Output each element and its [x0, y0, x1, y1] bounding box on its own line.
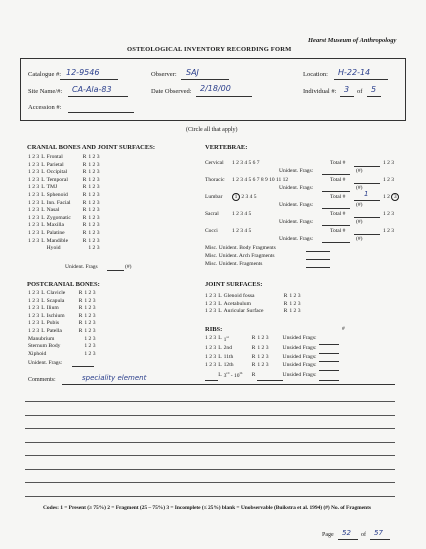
cranial-table: [28, 154, 102, 253]
rib-left-score[interactable]: 1 2 3: [205, 353, 217, 360]
postcranial-bone-name: Ilium: [46, 305, 59, 312]
rib-side-right[interactable]: R: [251, 371, 256, 378]
comment-line[interactable]: [25, 442, 395, 443]
rib-side-right[interactable]: R: [251, 344, 256, 351]
cranial-side-right[interactable]: R: [82, 161, 87, 168]
cranial-left-score[interactable]: 1 2 3: [28, 222, 40, 229]
sacral-score[interactable]: 1 2 3: [383, 211, 394, 217]
postcranial-row: [28, 328, 98, 336]
individual-value[interactable]: 3: [344, 85, 350, 94]
rib-row: [205, 344, 339, 353]
cranial-left-score[interactable]: 1 2 3: [28, 161, 40, 168]
misc-body-label: Misc. Unident. Body Fragments: [205, 245, 276, 251]
rib-side-left[interactable]: L: [218, 371, 222, 378]
observer-label: Observer:: [151, 71, 177, 78]
rib-name: [224, 353, 252, 362]
date-line: [196, 96, 252, 97]
thoracic-label: Thoracic: [205, 177, 225, 183]
cranial-row: [28, 169, 102, 177]
postcranial-right-score[interactable]: 1 2 3: [84, 297, 96, 304]
rib-unsided-line[interactable]: [319, 370, 339, 380]
cranial-side-left[interactable]: L: [41, 184, 45, 191]
joint-bone-name: Acetabulum: [223, 300, 251, 307]
joint-bone-name: Auricular Surface: [223, 308, 264, 315]
rib-side-left[interactable]: L: [218, 362, 222, 369]
joint-side-left[interactable]: L: [218, 300, 222, 307]
rib-right-score[interactable]: 1 2 3: [257, 353, 269, 360]
postcranial-side-right[interactable]: R: [78, 312, 83, 319]
cranial-right-score[interactable]: 1 2 3: [88, 184, 100, 191]
lumbar-unident-label: Unident. Frags:: [279, 202, 314, 208]
postcranial-single-name: Sternum Body: [28, 343, 61, 350]
cranial-row: [28, 238, 102, 246]
lumbar-label: Lumbar: [205, 194, 223, 200]
joint-right-score[interactable]: 1 2 3: [289, 293, 301, 299]
comments-value[interactable]: speciality element: [82, 374, 147, 382]
catalogue-line: [60, 79, 118, 80]
postcranial-right-score[interactable]: 1 2 3: [84, 290, 96, 296]
cranial-right-score[interactable]: 1 2 3: [88, 237, 100, 244]
sacral-total-label: Total #: [330, 211, 346, 217]
cranial-bone-name: Temporal: [46, 176, 68, 183]
postcranial-single-row: [28, 343, 98, 351]
joint-right-score[interactable]: 1 2 3: [289, 300, 301, 307]
postcranial-left-score[interactable]: 1 2 3: [28, 327, 40, 334]
joint-side-right[interactable]: R: [283, 293, 288, 299]
rib-unsided-line[interactable]: [319, 362, 339, 371]
cervical-unident-label: Unident. Frags:: [279, 168, 314, 174]
vertebrae-heading: VERTEBRAE:: [205, 144, 248, 151]
postcranial-single-row: [28, 351, 98, 359]
postcranial-side-right[interactable]: R: [78, 320, 83, 327]
sacral-nums[interactable]: 1 2 3 4 5: [232, 211, 252, 217]
thoracic-unident-label: Unident. Frags:: [279, 185, 314, 191]
cranial-side-right[interactable]: R: [82, 191, 87, 198]
cranial-left-score[interactable]: 1 2 3: [28, 214, 40, 221]
page-label: Page: [322, 532, 334, 538]
catalogue-label: Catalogue #:: [28, 71, 62, 78]
cocci-total-label: Total #: [330, 228, 346, 234]
cranial-bone-name: Hyoid: [46, 245, 61, 252]
rib-number: 2nd: [223, 344, 232, 351]
cocci-hash: (#): [356, 236, 363, 242]
cranial-row: [28, 184, 102, 192]
rib-ordinal-suffix: st: [226, 335, 229, 339]
cranial-side-left[interactable]: L: [41, 207, 45, 214]
cocci-unident-label: Unident. Frags:: [279, 236, 314, 242]
cervical-unident-line[interactable]: [322, 174, 350, 175]
rib-side-left[interactable]: L: [218, 353, 222, 360]
cranial-left-score[interactable]: 1 2 3: [28, 184, 40, 191]
postcranial-bone-name: Patella: [46, 327, 62, 334]
cranial-side-right[interactable]: R: [82, 184, 87, 191]
ribs-heading: RIBS:: [205, 326, 223, 333]
lumbar-nums[interactable]: [232, 193, 257, 201]
cranial-bone-name: Mandible: [46, 237, 69, 244]
rib-left-blank-line[interactable]: [205, 370, 218, 380]
location-label: Location:: [303, 71, 328, 78]
cranial-side-left[interactable]: L: [41, 199, 45, 206]
cranial-right-score[interactable]: 1 2 3: [88, 229, 100, 236]
comment-line[interactable]: [25, 496, 395, 497]
cranial-side-left[interactable]: L: [41, 161, 45, 168]
cranial-bone-name: Occipital: [46, 169, 68, 176]
postcranial-single-score[interactable]: 1 2 3: [84, 335, 96, 342]
postcranial-single-score[interactable]: 1 2 3: [84, 343, 96, 350]
comment-line[interactable]: [25, 469, 395, 470]
sacral-hash: (#): [356, 219, 363, 225]
joint-row: [205, 308, 303, 316]
cranial-row: [28, 177, 102, 185]
page-total-line: [370, 539, 390, 540]
cranial-side-right[interactable]: R: [82, 222, 87, 229]
cranial-row: [28, 154, 102, 162]
cranial-left-score[interactable]: 1 2 3: [28, 191, 40, 198]
location-line: [334, 79, 388, 80]
postcranial-side-right[interactable]: R: [78, 290, 83, 296]
postcranial-row: [28, 290, 98, 298]
cranial-side-right[interactable]: R: [82, 207, 87, 214]
lumbar-score-circled[interactable]: 3: [391, 193, 399, 201]
cranial-left-score[interactable]: 1 2 3: [28, 237, 40, 244]
rib-unsided-label: Unsided Frags:: [282, 362, 317, 369]
cranial-row: [28, 222, 102, 230]
postcranial-unident-label: Unident. Frags:: [28, 360, 63, 366]
cranial-right-score[interactable]: 1 2 3: [88, 176, 100, 183]
rib-left-score[interactable]: 1 2 3: [205, 344, 217, 351]
cervical-label: Cervical: [205, 160, 224, 166]
cervical-total-label: Total #: [330, 160, 346, 166]
accession-label: Accession #:: [28, 104, 62, 111]
joint-side-right[interactable]: R: [283, 308, 288, 315]
lumbar-score[interactable]: [383, 193, 399, 201]
lumbar-total-line[interactable]: [354, 200, 380, 201]
cranial-row: [28, 245, 102, 253]
postcranial-right-score[interactable]: 1 2 3: [84, 327, 96, 334]
cranial-unident-line[interactable]: [107, 270, 124, 271]
cocci-unident-line[interactable]: [322, 242, 350, 243]
postcranial-table: [28, 290, 98, 358]
cranial-right-score[interactable]: 1 2 3: [88, 245, 100, 252]
cranial-side-right[interactable]: R: [82, 176, 87, 183]
page-total: 57: [374, 529, 383, 537]
rib-side-left[interactable]: L: [218, 344, 222, 351]
cranial-side-left[interactable]: L: [41, 169, 45, 176]
cranial-bone-name: Zygomatic: [46, 214, 71, 221]
misc-unident-label: Misc. Unident. Fragments: [205, 261, 263, 267]
individual-of: of: [357, 88, 363, 95]
lumbar-rest-numbers[interactable]: 2 3 4 5: [241, 194, 257, 200]
cocci-label: Cocci: [205, 228, 218, 234]
cranial-row: [28, 192, 102, 200]
site-value[interactable]: CA-Ala-83: [72, 85, 112, 94]
location-value[interactable]: H-22-14: [338, 68, 371, 77]
joint-bone-name: Glenoid fossa: [223, 293, 255, 299]
postcranial-row: [28, 298, 98, 306]
comments-label: Comments:: [28, 377, 56, 383]
observer-value[interactable]: SAJ: [186, 68, 199, 77]
cranial-right-score[interactable]: 1 2 3: [88, 222, 100, 229]
cranial-side-left[interactable]: L: [41, 237, 45, 244]
postcranial-bone-name: Scapula: [46, 297, 65, 304]
thoracic-score[interactable]: 1 2 3: [383, 177, 394, 183]
postcranial-left-score[interactable]: 1 2 3: [28, 312, 40, 319]
sacral-unident-label: Unident. Frags:: [279, 219, 314, 225]
postcranial-right-score[interactable]: 1 2 3: [84, 312, 96, 319]
rib-unsided-label: Unsided Frags:: [282, 353, 317, 360]
postcranial-single-name: Manubrium: [28, 335, 55, 342]
rib-number: 11th: [223, 353, 234, 360]
cranial-side-right[interactable]: R: [82, 237, 87, 244]
joint-side-left[interactable]: L: [218, 308, 222, 315]
rib-left-score[interactable]: 1 2 3: [205, 335, 217, 342]
joint-left-score[interactable]: 1 2 3: [205, 300, 217, 307]
cranial-side-right[interactable]: R: [82, 199, 87, 206]
lumbar-unident-line[interactable]: [322, 208, 350, 209]
cervical-hash: (#): [356, 168, 363, 174]
cranial-heading: CRANIAL BONES AND JOINT SURFACES:: [27, 144, 155, 151]
cocci-total-line[interactable]: [354, 234, 380, 235]
cranial-side-left[interactable]: L: [41, 191, 45, 198]
rib-row: [205, 334, 339, 344]
postcranial-bone-name: Pubis: [46, 320, 60, 327]
comment-line[interactable]: [25, 482, 395, 483]
thoracic-unident-line[interactable]: [322, 191, 350, 192]
cranial-right-score[interactable]: 1 2 3: [88, 169, 100, 176]
observer-line: [181, 79, 229, 80]
postcranial-side-right[interactable]: R: [78, 297, 83, 304]
rib-range-end: - 10: [229, 373, 240, 380]
lumbar-total-label: Total #: [330, 194, 346, 200]
rib-name: [224, 362, 252, 371]
postcranial-side-left[interactable]: L: [41, 312, 45, 319]
joint-right-score[interactable]: 1 2 3: [289, 308, 301, 315]
comment-line[interactable]: [25, 428, 395, 429]
postcranial-row: [28, 313, 98, 321]
cocci-score[interactable]: 1 2 3: [383, 228, 394, 234]
thoracic-hash: (#): [356, 185, 363, 191]
cranial-left-score[interactable]: 1 2 3: [28, 169, 40, 176]
misc-arch-label: Misc. Unident. Arch Fragments: [205, 253, 275, 259]
page-of: of: [361, 532, 366, 538]
postcranial-side-left[interactable]: L: [41, 297, 45, 304]
rib-side-left[interactable]: L: [218, 335, 222, 342]
cranial-side-right[interactable]: R: [82, 229, 87, 236]
rib-number: 12th: [223, 362, 234, 369]
page-current: 52: [342, 529, 351, 537]
cranial-left-score[interactable]: 1 2 3: [28, 229, 40, 236]
cranial-left-score[interactable]: 1 2 3: [28, 176, 40, 183]
rib-left-score[interactable]: 1 2 3: [205, 362, 217, 369]
cranial-right-score[interactable]: 1 2 3: [88, 199, 100, 206]
cranial-left-score[interactable]: 1 2 3: [28, 154, 40, 160]
rib-side-right[interactable]: R: [251, 362, 256, 369]
cranial-side-left[interactable]: L: [41, 176, 45, 183]
rib-number: 1: [223, 336, 227, 343]
joints-table: [205, 293, 303, 316]
cranial-right-score[interactable]: 1 2 3: [88, 207, 100, 214]
cranial-row: [28, 215, 102, 223]
joint-left-score[interactable]: 1 2 3: [205, 308, 217, 315]
site-label: Site Name/#:: [28, 88, 63, 95]
rib-range-start-suffix: rd: [226, 371, 230, 376]
cranial-right-score[interactable]: 1 2 3: [88, 161, 100, 168]
postcranial-bone-name: Clavicle: [46, 290, 66, 296]
comment-line[interactable]: [25, 415, 395, 416]
form-title: OSTEOLOGICAL INVENTORY RECORDING FORM: [127, 46, 292, 53]
ribs-hash: #: [342, 326, 345, 332]
postcranial-single-row: [28, 336, 98, 344]
postcranial-right-score[interactable]: 1 2 3: [84, 305, 96, 312]
cranial-side-right[interactable]: R: [82, 169, 87, 176]
cranial-unident-suffix: (#): [125, 264, 132, 270]
thoracic-total-line[interactable]: [354, 183, 380, 184]
lumbar-circled-number[interactable]: 1: [232, 193, 240, 201]
cranial-bone-name: Maxilla: [46, 222, 65, 229]
rib-range-end-suffix: th: [239, 371, 243, 376]
cranial-right-score[interactable]: 1 2 3: [88, 191, 100, 198]
cocci-nums[interactable]: 1 2 3 4 5: [232, 228, 252, 234]
rib-name: [224, 334, 252, 344]
rib-unsided-line[interactable]: [319, 334, 339, 344]
rib-side-right[interactable]: R: [251, 335, 256, 342]
cranial-left-score[interactable]: [28, 245, 41, 253]
instruction-text: (Circle all that apply): [186, 127, 238, 133]
cranial-right-score[interactable]: 1 2 3: [88, 154, 100, 160]
cranial-side-left[interactable]: L: [41, 222, 45, 229]
comment-line[interactable]: [25, 455, 395, 456]
rib-unsided-label: Unsided Frags:: [282, 344, 317, 351]
cranial-bone-name: Inn. Facial: [46, 199, 71, 206]
cranial-side-right[interactable]: R: [82, 214, 87, 221]
rib-row: [205, 353, 339, 362]
postcranial-left-score[interactable]: 1 2 3: [28, 297, 40, 304]
sacral-total-line[interactable]: [354, 217, 380, 218]
comment-line[interactable]: [25, 401, 395, 402]
joint-side-left[interactable]: L: [218, 293, 222, 299]
cranial-side-left[interactable]: L: [41, 154, 45, 160]
sacral-label: Sacral: [205, 211, 219, 217]
codes-legend: Codes: 1 = Present (≥ 75%) 2 = Fragment (25 – 75%) 3 = Incomplete (≤ 25%) blank = Unobservable (Buikstra et al. 1994) (#) No. of Fragments: [43, 505, 371, 511]
cervical-score[interactable]: 1 2 3: [383, 160, 394, 166]
misc-unident-line[interactable]: [306, 267, 330, 268]
page-current-line: [338, 539, 358, 540]
individual-total-line: [367, 96, 381, 97]
cervical-total-line[interactable]: [354, 166, 380, 167]
cranial-right-score[interactable]: 1 2 3: [88, 214, 100, 221]
postcranial-right-score[interactable]: 1 2 3: [84, 320, 96, 327]
cranial-bone-name: Frontal: [46, 154, 63, 160]
rib-right-score[interactable]: 1 2 3: [257, 344, 269, 351]
site-line: [68, 96, 128, 97]
rib-unsided-label: Unsided Frags:: [282, 371, 317, 378]
cranial-side-left[interactable]: L: [41, 214, 45, 221]
postcranial-side-right[interactable]: R: [78, 305, 83, 312]
sacral-unident-line[interactable]: [322, 225, 350, 226]
misc-arch-line[interactable]: [306, 259, 330, 260]
cranial-left-score[interactable]: 1 2 3: [28, 199, 40, 206]
cranial-unident-label: Unident. Frags: [65, 264, 98, 270]
lumbar-total-value[interactable]: 1: [364, 190, 369, 198]
cranial-bone-name: Parietal: [46, 161, 64, 168]
misc-body-line[interactable]: [306, 251, 330, 252]
rib-right-blank-line[interactable]: [257, 370, 282, 380]
joint-left-score[interactable]: 1 2 3: [205, 293, 217, 299]
postcranial-side-right[interactable]: R: [78, 327, 83, 334]
postcranial-single-score[interactable]: 1 2 3: [84, 350, 96, 357]
catalogue-value[interactable]: 12-9546: [66, 68, 100, 77]
cranial-bone-name: Palatine: [46, 229, 65, 236]
joint-side-right[interactable]: R: [283, 300, 288, 307]
postcranial-unident-line[interactable]: [72, 366, 94, 367]
postcranial-left-score[interactable]: 1 2 3: [28, 320, 40, 327]
postcranial-side-left[interactable]: L: [41, 305, 45, 312]
cervical-nums[interactable]: 1 2 3 4 5 6 7: [232, 160, 260, 166]
cranial-row: [28, 200, 102, 208]
rib-name: [224, 344, 252, 353]
cranial-side-left[interactable]: L: [41, 229, 45, 236]
postcranial-left-score[interactable]: 1 2 3: [28, 290, 40, 296]
individual-total[interactable]: 5: [371, 85, 377, 94]
date-value[interactable]: 2/18/00: [200, 84, 231, 93]
ribs-table: [205, 334, 339, 381]
comments-first-line[interactable]: [62, 384, 395, 385]
postcranial-row: [28, 305, 98, 313]
rib-right-score[interactable]: 1 2 3: [257, 335, 269, 342]
institution-name: Hearst Museum of Anthropology: [308, 37, 397, 44]
postcranial-left-score[interactable]: 1 2 3: [28, 305, 40, 312]
cranial-row: [28, 162, 102, 170]
postcranial-side-left[interactable]: L: [41, 327, 45, 334]
joints-heading: JOINT SURFACES:: [205, 281, 263, 288]
accession-line[interactable]: [68, 112, 134, 113]
rib-name: [224, 370, 252, 380]
cranial-row: [28, 207, 102, 215]
cranial-side-right[interactable]: R: [82, 154, 87, 160]
cranial-bone-name: Nasal: [46, 207, 60, 214]
cranial-row: [28, 230, 102, 238]
rib-row: [205, 362, 339, 371]
joint-row: [205, 293, 303, 301]
postcranial-bone-name: Ischium: [46, 312, 65, 319]
lumbar-score-plain[interactable]: 1 2: [383, 194, 390, 200]
lumbar-hash: (#): [356, 202, 363, 208]
cranial-left-score[interactable]: 1 2 3: [28, 207, 40, 214]
rib-unsided-line[interactable]: [319, 353, 339, 362]
postcranial-heading: POSTCRANIAL BONES:: [27, 281, 100, 288]
postcranial-single-name: Xiphoid: [28, 350, 47, 357]
individual-label: Individual #:: [303, 88, 337, 95]
rib-unsided-label: Unsided Frags:: [282, 335, 317, 342]
rib-row-mid: [205, 370, 339, 380]
rib-unsided-line[interactable]: [319, 344, 339, 353]
rib-range-start: 3: [223, 373, 227, 380]
thoracic-nums[interactable]: 1 2 3 4 5 6 7 8 9 10 11 12: [232, 177, 289, 183]
date-label: Date Observed:: [151, 88, 192, 95]
thoracic-total-label: Total #: [330, 177, 346, 183]
postcranial-side-left[interactable]: L: [41, 320, 45, 327]
postcranial-side-left[interactable]: L: [41, 290, 45, 296]
cranial-bone-name: Sphenoid: [46, 191, 68, 198]
rib-side-right[interactable]: R: [251, 353, 256, 360]
rib-right-score[interactable]: 1 2 3: [257, 362, 269, 369]
cranial-bone-name: TMJ: [46, 184, 58, 191]
individual-line: [340, 96, 354, 97]
postcranial-row: [28, 320, 98, 328]
